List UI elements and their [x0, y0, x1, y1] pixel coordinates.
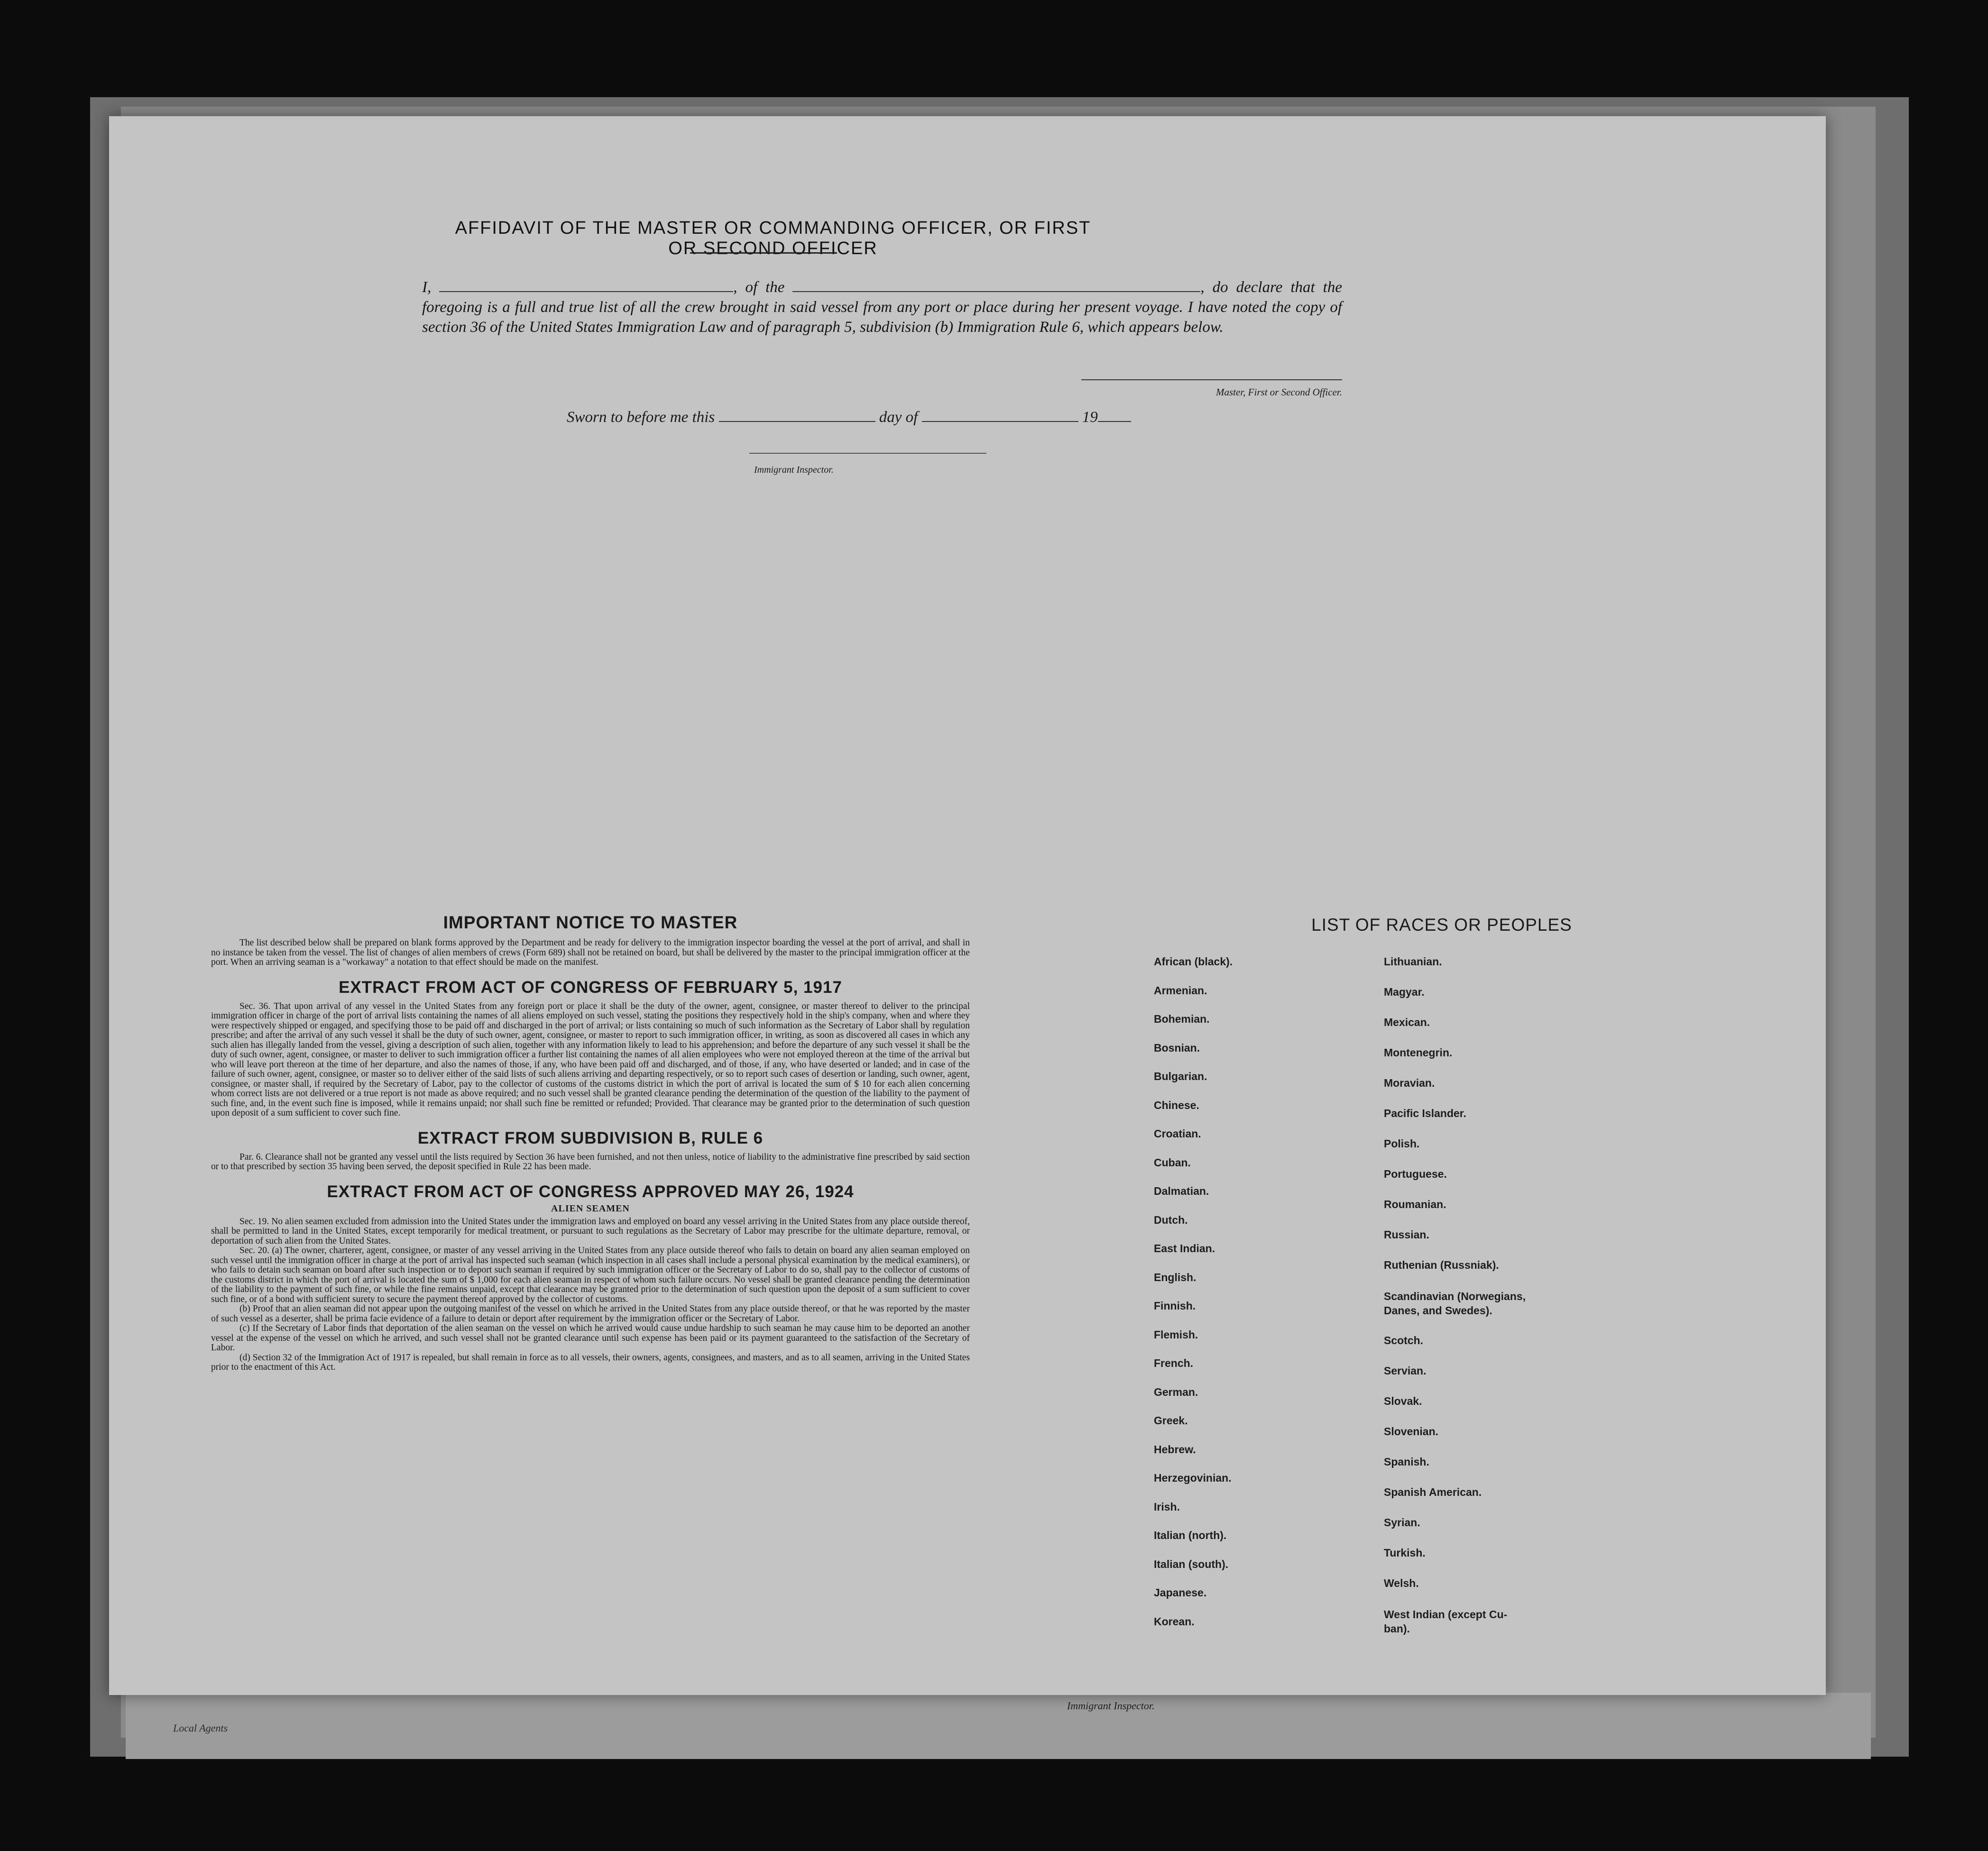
race-item: West Indian (except Cu- ban). [1384, 1608, 1508, 1635]
race-item: Japanese. [1154, 1586, 1207, 1599]
bottom-inspector-label: Immigrant Inspector. [1067, 1700, 1155, 1712]
extract-1924-paragraph: Sec. 19. No alien seamen excluded from admission into the United States under the immigration laws and employed on board any vessel arriving in the United States from any place outside thereof, shall be permitted to land in the United States, except temporarily for medical treatment, or pursuant to such regulations as the Secretary of Labor may prescribe for the ultimate departure, removal, or deportation of such alien from the United States. [211, 1216, 970, 1246]
signature-label: Master, First or Second Officer. [1216, 386, 1342, 398]
extract-1924-paragraph: (d) Section 32 of the Immigration Act of 1917 is repealed, but shall remain in force as to all vessels, their owners, agents, consignees, and masters, and as to all seamen, arriving in the United States prior to the enactment of this Act. [211, 1352, 970, 1372]
race-item: Spanish. [1384, 1456, 1429, 1468]
race-item: Dalmatian. [1154, 1185, 1209, 1197]
extract-1924-subtitle: ALIEN SEAMEN [551, 1203, 630, 1214]
inspector-label: Immigrant Inspector. [754, 465, 834, 475]
extract-1917-text: Sec. 36. That upon arrival of any vessel in the United States from any foreign port or place it shall be the duty of the owner, agent, consignee, or master thereof to deliver to the principal immigration officer in charge of the port of arrival lists containing the names of all aliens employed on such vessel, stating the positions they respectively hold in the ship's company, when and where they were respectively shipped or engaged, and specifying those to be paid off and discharged in the port of arrival; or lists containing so much of such information as the Secretary of Labor shall by regulation prescribe; and after the arrival of any such vessel it shall be the duty of such owner, agent, consignee, or master to report to such immigration officer, in writing, as soon as discovered all cases in which any such alien has illegally landed from the vessel, giving a description of such alien, together with any information likely to lead to his apprehension; and before the departure of any such vessel it shall be the duty of such owner, agent, consignee, or master to deliver to such immigration officer a further list containing the names of all alien employees who were not employed thereon at the time of the arrival but who will leave port thereon at the time of her departure, and also the names of those, if any, who have been paid off and discharged, and of those, if any, who have deserted or landed; and in case of the failure of such owner, agent, consignee, or master so to deliver either of the said lists of such aliens arriving and departing respectively, or so to report such cases of desertion or landing, such owner, agent, consignee, or master shall, if required by the Secretary of Labor, pay to the collector of customs of the customs district in which the port of arrival is located the sum of $ 10 for each alien concerning whom correct lists are not delivered or a true report is not made as above required; and no such vessel shall be granted clearance pending the determination of the question of the liability to the payment of such fine, and, in the event such fine is imposed, while it remains unpaid; nor shall such fine be remitted or refunded; Provided. That clearance may be granted prior to the determination of such question upon deposit of a sum sufficient to cover such fine. [211, 1001, 970, 1118]
notice-column [211, 913, 970, 1373]
race-item: Turkish. [1384, 1547, 1426, 1559]
under-sheet-strip [126, 1693, 1871, 1759]
sworn-day-label: day of [879, 409, 918, 426]
affidavit-title: AFFIDAVIT OF THE MASTER OR COMMANDING OFFICER, OR FIRST OR SECOND OFFICER [455, 218, 1091, 258]
extract-1924-paragraph: (c) If the Secretary of Labor finds that deportation of the alien seaman on the vessel on which he arrived would cause undue hardship to such seaman he may cause him to be deported an another vessel at the expense of the vessel on which he arrived, and such vessel shall not be granted clearance until such expense has been paid or its payment guaranteed to the satisfaction of the Secretary of Labor. [211, 1323, 970, 1353]
races-column-2 [1384, 955, 1526, 1638]
race-item: Slovenian. [1384, 1425, 1439, 1438]
race-item: Korean. [1154, 1615, 1195, 1628]
race-item: Bosnian. [1154, 1041, 1200, 1054]
race-item: French. [1154, 1357, 1194, 1369]
race-item: English. [1154, 1271, 1196, 1283]
sworn-day-blank[interactable] [719, 408, 875, 422]
vessel-name-blank[interactable] [792, 278, 1200, 292]
race-item: Slovak. [1384, 1395, 1422, 1407]
i-label: I, [422, 279, 432, 296]
race-item: Irish. [1154, 1500, 1180, 1513]
race-item: Croatian. [1154, 1127, 1201, 1140]
race-item: Herzegovinian. [1154, 1472, 1232, 1484]
race-item: Bulgarian. [1154, 1070, 1207, 1082]
race-item: Greek. [1154, 1414, 1188, 1427]
notice-text: The list described below shall be prepared on blank forms approved by the Department and be ready for delivery to the immigration inspector boarding the vessel at the port of arrival, and shall in no instance be taken from the vessel. The list of changes of alien members of crews (Form 689) shall not be retained on board, but shall be delivered by the master to the principal immigration officer at the port. When an arriving seaman is a "workaway" a notation to that effect should be made on the manifest. [211, 938, 970, 967]
sworn-prefix: Sworn to before me this [567, 409, 715, 426]
extract-1924-title: EXTRACT FROM ACT OF CONGRESS APPROVED MAY 26, 1924 [327, 1182, 854, 1201]
title-underline [690, 252, 837, 254]
race-item: Montenegrin. [1384, 1046, 1453, 1059]
extract-1924-paragraph: Sec. 20. (a) The owner, charterer, agent, consignee, or master of any vessel arriving in the United States from any place outside thereof who fails to detain on board any alien seaman employed on such vessel until the immigration officer in charge at the port of arrival has inspected such seaman (which inspection in all cases shall include a personal physical examination by the medical examiners), or who fails to detain such seaman on board after such inspection or to deport such seaman if required by such immigration officer or the Secretary of Labor to do so, shall pay to the collector of customs of the customs district in which the port of arrival is located the sum of $ 1,000 for each alien seaman in respect of whom such failure occurs. No vessel shall be granted clearance pending the determination of the liability to the payment of such fine, or while the fine remains unpaid, except that clearance may be granted prior to the determination of such question upon the deposit of a sum sufficient to cover such fine, or of a bond with sufficient surety to secure the payment thereof approved by the collector of customs. [211, 1246, 970, 1304]
race-item: Lithuanian. [1384, 955, 1442, 968]
race-item: Syrian. [1384, 1516, 1420, 1529]
race-item: Finnish. [1154, 1300, 1196, 1312]
race-item: East Indian. [1154, 1242, 1215, 1255]
sworn-month-blank[interactable] [922, 408, 1078, 422]
extract-1924-paragraph: (b) Proof that an alien seaman did not appear upon the outgoing manifest of the vessel on which he arrived in the United States from any place outside thereof, or that he was reported by the master of such vessel as a deserter, shall be prima facie evidence of a failure to detain or deport after requirement by the immigration officer or the Secretary of Labor. [211, 1304, 970, 1324]
local-agents-label: Local Agents [173, 1722, 228, 1734]
race-item: Scotch. [1384, 1334, 1424, 1347]
race-item: Roumanian. [1384, 1198, 1446, 1210]
race-item: Hebrew. [1154, 1443, 1196, 1456]
extract-1917-title: EXTRACT FROM ACT OF CONGRESS OF FEBRUARY 5, 1917 [339, 978, 842, 997]
extract-rule6-title: EXTRACT FROM SUBDIVISION B, RULE 6 [417, 1128, 764, 1147]
races-title: LIST OF RACES OR PEOPLES [1311, 915, 1572, 935]
race-item: Polish. [1384, 1137, 1420, 1150]
inspector-signature-line[interactable] [749, 453, 986, 454]
race-item: Portuguese. [1384, 1168, 1447, 1180]
sworn-year-blank[interactable] [1098, 408, 1131, 422]
race-item: Scandinavian (Norwegians, Danes, and Swedes). [1384, 1290, 1526, 1317]
race-item: Bohemian. [1154, 1013, 1210, 1025]
race-item: German. [1154, 1385, 1198, 1398]
race-item: Russian. [1384, 1228, 1429, 1241]
race-item: Flemish. [1154, 1328, 1198, 1341]
affidavit-text [422, 277, 1342, 337]
race-item: Mexican. [1384, 1016, 1430, 1028]
races-column-1 [1154, 955, 1233, 1644]
race-item: Chinese. [1154, 1099, 1199, 1111]
race-item: Italian (south). [1154, 1558, 1229, 1570]
race-item: Cuban. [1154, 1156, 1191, 1169]
race-item: Moravian. [1384, 1077, 1435, 1089]
race-item: African (black). [1154, 955, 1233, 968]
sworn-statement [567, 408, 1131, 426]
race-item: Armenian. [1154, 984, 1207, 997]
race-item: Italian (north). [1154, 1529, 1227, 1541]
race-item: Spanish American. [1384, 1486, 1482, 1498]
sworn-year-label: 19 [1082, 409, 1098, 426]
affidavit-statement: that the foregoing is a full and true list of all the crew brought in said vessel from any port or place during her present voyage. I have noted the copy of section 36 of the United States Immigration Law and of paragraph 5, subdivision (b) Immigration Rule 6, which appears below. [422, 279, 1342, 336]
notice-title: IMPORTANT NOTICE TO MASTER [443, 913, 738, 932]
race-item: Welsh. [1384, 1577, 1419, 1589]
extract-rule6-text: Par. 6. Clearance shall not be granted any vessel until the lists required by Section 36 have been furnished, and not then unless, notice of liability to the administrative fine prescribed by said section or to that prescribed by section 35 having been served, the deposit specified in Rule 22 has been made. [211, 1152, 970, 1172]
form-page [109, 116, 1826, 1712]
race-item: Pacific Islander. [1384, 1107, 1466, 1119]
do-declare-label: , do declare [1200, 279, 1283, 296]
race-item: Dutch. [1154, 1213, 1188, 1226]
race-item: Ruthenian (Russniak). [1384, 1259, 1499, 1271]
race-item: Magyar. [1384, 986, 1425, 998]
signature-line[interactable] [1081, 379, 1342, 380]
officer-name-blank[interactable] [439, 278, 733, 292]
race-item: Servian. [1384, 1365, 1427, 1377]
of-the-label: , of the [733, 279, 785, 296]
